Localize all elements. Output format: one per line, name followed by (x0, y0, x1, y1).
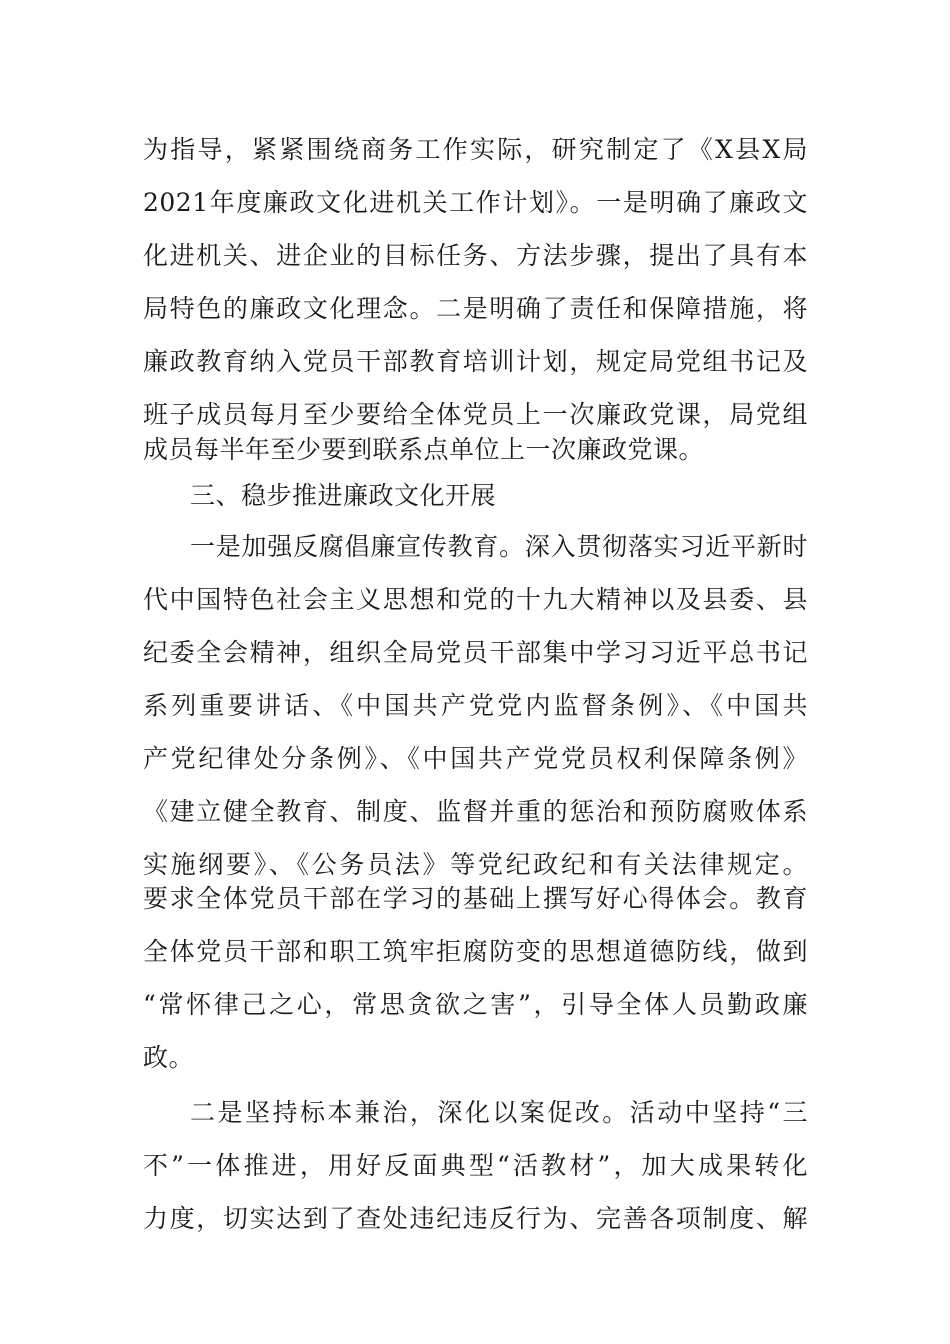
text-line-22: 力度，切实达到了查处违纪违反行为、完善各项制度、解 (143, 1204, 808, 1233)
text-line-16: 要求全体党员干部在学习的基础上撰写好心得体会。教育 (143, 884, 808, 913)
text-line-12: 系列重要讲话、《中国共产党党内监督条例》、《中国共 (143, 691, 808, 720)
text-line-6: 班子成员每月至少要给全体党员上一次廉政党课，局党组 (143, 400, 808, 429)
text-line-9: 一是加强反腐倡廉宣传教育。深入贯彻落实习近平新时 (190, 532, 808, 561)
text-line-1: 为指导，紧紧围绕商务工作实际，研究制定了《X县X局 (143, 135, 808, 164)
text-line-18: “常怀律己之心，常思贪欲之害”，引导全体人员勤政廉 (143, 990, 808, 1019)
section-heading: 三、稳步推进廉政文化开展 (190, 481, 497, 510)
text-line-5: 廉政教育纳入党员干部教育培训计划，规定局党组书记及 (143, 347, 808, 376)
text-line-15: 实施纲要》、《公务员法》等党纪政纪和有关法律规定。 (143, 850, 808, 879)
text-line-7: 成员每半年至少要到联系点单位上一次廉政党课。 (143, 435, 705, 464)
text-line-19: 政。 (143, 1043, 195, 1072)
text-line-14: 《建立健全教育、制度、监督并重的惩治和预防腐败体系 (143, 797, 808, 826)
text-line-2: 2021年度廉政文化进机关工作计划》。一是明确了廉政文 (143, 188, 808, 217)
text-line-3: 化进机关、进企业的目标任务、方法步骤，提出了具有本 (143, 241, 808, 270)
text-line-17: 全体党员干部和职工筑牢拒腐防变的思想道德防线，做到 (143, 937, 808, 966)
text-line-13: 产党纪律处分条例》、《中国共产党党员权利保障条例》 (143, 744, 808, 773)
text-line-11: 纪委全会精神，组织全局党员干部集中学习习近平总书记 (143, 638, 808, 667)
text-line-10: 代中国特色社会主义思想和党的十九大精神以及县委、县 (143, 585, 808, 614)
text-line-20: 二是坚持标本兼治，深化以案促改。活动中坚持“三 (190, 1098, 808, 1127)
text-line-21: 不”一体推进，用好反面典型“活教材”，加大成果转化 (143, 1151, 808, 1180)
text-line-4: 局特色的廉政文化理念。二是明确了责任和保障措施，将 (143, 294, 808, 323)
